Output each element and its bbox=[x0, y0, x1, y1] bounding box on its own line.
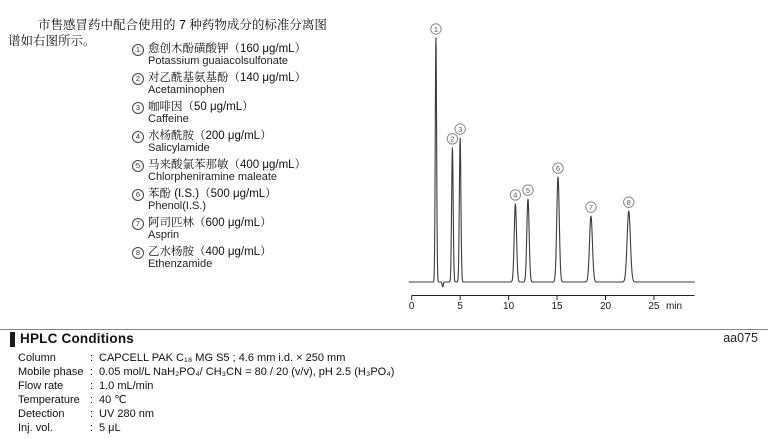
compound-name-en: Salicylamide bbox=[148, 142, 210, 154]
condition-value: 0.05 mol/L NaH₂PO₄/ CH₃CN = 80 / 20 (v/v), pH 2.5 (H₃PO₄) bbox=[99, 366, 395, 378]
condition-separator: : bbox=[90, 366, 94, 378]
circled-number-marker: 7 bbox=[132, 218, 144, 230]
condition-label: Detection bbox=[18, 408, 65, 420]
compound-name-en: Asprin bbox=[148, 229, 180, 241]
condition-value: 5 μL bbox=[99, 422, 121, 434]
compound-name-zh: 阿司匹林（600 μg/mL） bbox=[148, 217, 272, 229]
compound-name-zh: 对乙酰基氨基酚（140 μg/mL） bbox=[148, 72, 307, 84]
peak-label-number: 8 bbox=[626, 198, 631, 208]
condition-row bbox=[0, 351, 768, 365]
condition-label: Column bbox=[18, 352, 56, 364]
condition-separator: : bbox=[90, 422, 94, 434]
compound-name-zh: 乙水杨胺（400 μg/mL） bbox=[148, 246, 272, 258]
peak-label-number: 7 bbox=[588, 202, 594, 212]
intro-line1: 市售感冒药中配合使用的 7 种药物成分的标准分离图 bbox=[38, 17, 327, 32]
condition-value: 1.0 mL/min bbox=[99, 380, 154, 392]
peak-label-number: 1 bbox=[433, 24, 439, 34]
condition-separator: : bbox=[90, 408, 94, 420]
hplc-conditions-section bbox=[0, 329, 768, 435]
x-tick-label: 5 bbox=[457, 301, 463, 312]
condition-separator: : bbox=[90, 380, 94, 392]
condition-row bbox=[0, 407, 768, 421]
compound-name-zh: 愈创木酚磺酸钾（160 μg/mL） bbox=[148, 43, 307, 55]
circled-number-marker: 3 bbox=[132, 102, 144, 114]
peak-label-number: 2 bbox=[450, 134, 455, 144]
condition-value: CAPCELL PAK C₁₈ MG S5 ; 4.6 mm i.d. × 250 mm bbox=[99, 352, 346, 364]
x-tick-label: 0 bbox=[408, 301, 415, 312]
circled-number-marker: 8 bbox=[132, 247, 144, 259]
compound-name-en: Acetaminophen bbox=[148, 84, 225, 96]
circled-number-marker: 4 bbox=[132, 131, 144, 143]
compound-name-en: Chlorpheniramine maleate bbox=[148, 171, 278, 183]
condition-row bbox=[0, 365, 768, 379]
compound-name-en: Ethenzamide bbox=[148, 258, 213, 270]
conditions-title: HPLC Conditions bbox=[20, 331, 134, 346]
condition-label: Mobile phase bbox=[18, 366, 84, 378]
condition-label: Inj. vol. bbox=[18, 422, 53, 434]
peak-label-number: 4 bbox=[513, 190, 518, 200]
condition-row bbox=[0, 393, 768, 407]
chromatogram-trace bbox=[409, 38, 695, 287]
condition-separator: : bbox=[90, 352, 94, 364]
conditions-rows bbox=[0, 351, 768, 435]
intro-line2: 谱如右图所示。 bbox=[8, 34, 96, 48]
circled-number-marker: 6 bbox=[132, 189, 144, 201]
compound-name-zh: 咖啡因（50 μg/mL） bbox=[148, 101, 254, 113]
peak-label-number: 6 bbox=[555, 163, 561, 173]
header-bar-icon bbox=[10, 332, 15, 347]
condition-separator: : bbox=[90, 394, 94, 406]
compound-name-en: Caffeine bbox=[148, 113, 189, 125]
condition-value: 40 ℃ bbox=[99, 394, 127, 406]
x-tick-label: 20 bbox=[599, 301, 612, 312]
x-tick-label: 15 bbox=[551, 301, 563, 312]
section-divider-line bbox=[0, 329, 768, 330]
x-tick-label: 25 bbox=[648, 301, 660, 312]
x-axis-unit-label: min bbox=[665, 301, 683, 312]
peak-label-number: 5 bbox=[525, 185, 531, 195]
circled-number-marker: 5 bbox=[132, 160, 144, 172]
condition-row bbox=[0, 379, 768, 393]
compound-name-en: Potassium guaiacolsulfonate bbox=[148, 55, 289, 67]
condition-label: Temperature bbox=[18, 394, 80, 406]
condition-value: UV 280 nm bbox=[99, 408, 155, 420]
peak-label-number: 3 bbox=[458, 124, 463, 134]
compound-name-zh: 马来酸氯苯那敏（400 μg/mL） bbox=[148, 159, 307, 171]
compound-name-zh: 苯酚 (I.S.)（500 μg/mL） bbox=[148, 188, 277, 200]
x-tick-label: 10 bbox=[503, 301, 515, 312]
compound-name-en: Phenol(I.S.) bbox=[148, 200, 207, 212]
circled-number-marker: 2 bbox=[132, 73, 144, 85]
compound-name-zh: 水杨酰胺（200 μg/mL） bbox=[148, 130, 272, 142]
figure-code: aa075 bbox=[723, 331, 758, 345]
condition-label: Flow rate bbox=[18, 380, 64, 392]
conditions-header bbox=[0, 331, 768, 349]
circled-number-marker: 1 bbox=[132, 44, 144, 56]
condition-row bbox=[0, 421, 768, 435]
